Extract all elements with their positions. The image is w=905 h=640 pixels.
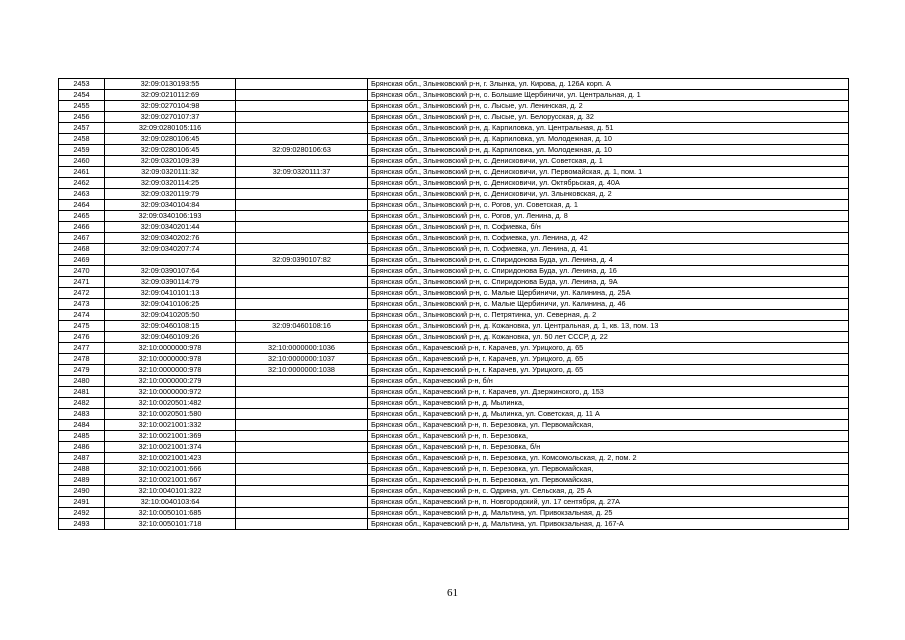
address-cell: Брянская обл., Злынковский р-н, с. Лысые, ул. Белорусская, д. 32 bbox=[368, 112, 849, 123]
address-cell: Брянская обл., Злынковский р-н, д. Карпиловка, ул. Молодежная, д. 10 bbox=[368, 134, 849, 145]
table-row bbox=[59, 134, 849, 145]
address-cell: Брянская обл., Карачевский р-н, с. Одрина, ул. Сельская, д. 25 А bbox=[368, 486, 849, 497]
cadastral-number-cell: 32:09:0320114:25 bbox=[105, 178, 236, 189]
second-cadastral-number-cell bbox=[236, 497, 368, 508]
row-number-cell: 2462 bbox=[59, 178, 105, 189]
cadastral-number-cell: 32:09:0340207:74 bbox=[105, 244, 236, 255]
second-cadastral-number-cell bbox=[236, 266, 368, 277]
table-row bbox=[59, 475, 849, 486]
row-number-cell: 2473 bbox=[59, 299, 105, 310]
row-number-cell: 2458 bbox=[59, 134, 105, 145]
cadastral-number-cell: 32:10:0000000:978 bbox=[105, 354, 236, 365]
second-cadastral-number-cell bbox=[236, 464, 368, 475]
cadastral-number-cell: 32:10:0021001:666 bbox=[105, 464, 236, 475]
row-number-cell: 2467 bbox=[59, 233, 105, 244]
second-cadastral-number-cell bbox=[236, 453, 368, 464]
cadastral-number-cell: 32:10:0020501:482 bbox=[105, 398, 236, 409]
address-cell: Брянская обл., Карачевский р-н, п. Березовка, б/н bbox=[368, 442, 849, 453]
cadastral-number-cell: 32:09:0320111:32 bbox=[105, 167, 236, 178]
second-cadastral-number-cell bbox=[236, 277, 368, 288]
table-row bbox=[59, 79, 849, 90]
row-number-cell: 2460 bbox=[59, 156, 105, 167]
table-row bbox=[59, 332, 849, 343]
address-cell: Брянская обл., Карачевский р-н, г. Карачев, ул. Урицкого, д. 65 bbox=[368, 365, 849, 376]
second-cadastral-number-cell bbox=[236, 288, 368, 299]
cadastral-number-cell: 32:10:0021001:374 bbox=[105, 442, 236, 453]
row-number-cell: 2454 bbox=[59, 90, 105, 101]
row-number-cell: 2482 bbox=[59, 398, 105, 409]
table-row bbox=[59, 189, 849, 200]
second-cadastral-number-cell bbox=[236, 211, 368, 222]
second-cadastral-number-cell bbox=[236, 90, 368, 101]
second-cadastral-number-cell: 32:10:0000000:1036 bbox=[236, 343, 368, 354]
cadastral-number-cell: 32:09:0270104:98 bbox=[105, 101, 236, 112]
row-number-cell: 2464 bbox=[59, 200, 105, 211]
table-row bbox=[59, 497, 849, 508]
second-cadastral-number-cell bbox=[236, 156, 368, 167]
address-cell: Брянская обл., Злынковский р-н, г. Злынка, ул. Кирова, д. 126А корп. А bbox=[368, 79, 849, 90]
address-cell: Брянская обл., Злынковский р-н, с. Малые Щербиничи, ул. Калинина, д. 25А bbox=[368, 288, 849, 299]
row-number-cell: 2455 bbox=[59, 101, 105, 112]
table-row bbox=[59, 321, 849, 332]
row-number-cell: 2471 bbox=[59, 277, 105, 288]
address-cell: Брянская обл., Карачевский р-н, п. Березовка, ул. Комсомольская, д. 2, пом. 2 bbox=[368, 453, 849, 464]
second-cadastral-number-cell bbox=[236, 508, 368, 519]
second-cadastral-number-cell: 32:09:0280106:63 bbox=[236, 145, 368, 156]
row-number-cell: 2484 bbox=[59, 420, 105, 431]
row-number-cell: 2485 bbox=[59, 431, 105, 442]
second-cadastral-number-cell bbox=[236, 475, 368, 486]
second-cadastral-number-cell bbox=[236, 398, 368, 409]
cadastral-number-cell: 32:09:0460109:26 bbox=[105, 332, 236, 343]
address-cell: Брянская обл., Злынковский р-н, с. Рогов, ул. Советская, д. 1 bbox=[368, 200, 849, 211]
address-cell: Брянская обл., Карачевский р-н, б/н bbox=[368, 376, 849, 387]
address-cell: Брянская обл., Карачевский р-н, г. Карачев, ул. Урицкого, д. 65 bbox=[368, 354, 849, 365]
table-row bbox=[59, 431, 849, 442]
second-cadastral-number-cell bbox=[236, 123, 368, 134]
table-row bbox=[59, 145, 849, 156]
row-number-cell: 2487 bbox=[59, 453, 105, 464]
table-row bbox=[59, 299, 849, 310]
row-number-cell: 2483 bbox=[59, 409, 105, 420]
table-row bbox=[59, 123, 849, 134]
second-cadastral-number-cell bbox=[236, 310, 368, 321]
table-row bbox=[59, 310, 849, 321]
address-cell: Брянская обл., Злынковский р-н, с. Денисковичи, ул. Октябрьская, д. 40А bbox=[368, 178, 849, 189]
table-row bbox=[59, 211, 849, 222]
cadastral-number-cell: 32:09:0320119:79 bbox=[105, 189, 236, 200]
cadastral-number-cell: 32:09:0210112:69 bbox=[105, 90, 236, 101]
cadastral-number-cell: 32:09:0340106:193 bbox=[105, 211, 236, 222]
address-cell: Брянская обл., Карачевский р-н, г. Карачев, ул. Урицкого, д. 65 bbox=[368, 343, 849, 354]
second-cadastral-number-cell: 32:09:0320111:37 bbox=[236, 167, 368, 178]
second-cadastral-number-cell bbox=[236, 222, 368, 233]
row-number-cell: 2480 bbox=[59, 376, 105, 387]
second-cadastral-number-cell bbox=[236, 420, 368, 431]
table-row bbox=[59, 409, 849, 420]
address-cell: Брянская обл., Злынковский р-н, д. Карпиловка, ул. Молодежная, д. 10 bbox=[368, 145, 849, 156]
address-cell: Брянская обл., Карачевский р-н, п. Березовка, ул. Первомайская, bbox=[368, 464, 849, 475]
cadastral-number-cell: 32:10:0050101:718 bbox=[105, 519, 236, 530]
row-number-cell: 2456 bbox=[59, 112, 105, 123]
row-number-cell: 2478 bbox=[59, 354, 105, 365]
address-cell: Брянская обл., Карачевский р-н, п. Березовка, ул. Первомайская, bbox=[368, 475, 849, 486]
address-cell: Брянская обл., Злынковский р-н, с. Денисковичи, ул. Первомайская, д. 1, пом. 1 bbox=[368, 167, 849, 178]
cadastral-number-cell: 32:10:0020501:580 bbox=[105, 409, 236, 420]
row-number-cell: 2488 bbox=[59, 464, 105, 475]
cadastral-number-cell: 32:09:0340202:76 bbox=[105, 233, 236, 244]
address-cell: Брянская обл., Злынковский р-н, п. Софиевка, ул. Ленина, д. 42 bbox=[368, 233, 849, 244]
registry-table-body bbox=[59, 79, 849, 530]
second-cadastral-number-cell bbox=[236, 101, 368, 112]
address-cell: Брянская обл., Злынковский р-н, д. Карпиловка, ул. Центральная, д. 51 bbox=[368, 123, 849, 134]
row-number-cell: 2490 bbox=[59, 486, 105, 497]
cadastral-number-cell: 32:10:0021001:332 bbox=[105, 420, 236, 431]
row-number-cell: 2463 bbox=[59, 189, 105, 200]
second-cadastral-number-cell bbox=[236, 431, 368, 442]
registry-table bbox=[58, 78, 849, 530]
second-cadastral-number-cell bbox=[236, 299, 368, 310]
address-cell: Брянская обл., Злынковский р-н, с. Спиридонова Буда, ул. Ленина, д. 9А bbox=[368, 277, 849, 288]
second-cadastral-number-cell bbox=[236, 409, 368, 420]
cadastral-number-cell: 32:10:0021001:369 bbox=[105, 431, 236, 442]
table-row bbox=[59, 486, 849, 497]
second-cadastral-number-cell bbox=[236, 244, 368, 255]
table-row bbox=[59, 178, 849, 189]
table-row bbox=[59, 354, 849, 365]
cadastral-number-cell: 32:10:0000000:279 bbox=[105, 376, 236, 387]
row-number-cell: 2469 bbox=[59, 255, 105, 266]
second-cadastral-number-cell bbox=[236, 178, 368, 189]
table-row bbox=[59, 442, 849, 453]
address-cell: Брянская обл., Злынковский р-н, с. Малые Щербиничи, ул. Калинина, д. 46 bbox=[368, 299, 849, 310]
table-row bbox=[59, 200, 849, 211]
address-cell: Брянская обл., Злынковский р-н, с. Денисковичи, ул. Злынковская, д. 2 bbox=[368, 189, 849, 200]
second-cadastral-number-cell bbox=[236, 189, 368, 200]
address-cell: Брянская обл., Карачевский р-н, д. Мальтина, ул. Привокзальная, д. 167-А bbox=[368, 519, 849, 530]
table-row bbox=[59, 464, 849, 475]
cadastral-number-cell: 32:10:0000000:978 bbox=[105, 365, 236, 376]
second-cadastral-number-cell bbox=[236, 79, 368, 90]
second-cadastral-number-cell bbox=[236, 519, 368, 530]
row-number-cell: 2466 bbox=[59, 222, 105, 233]
cadastral-number-cell: 32:10:0050101:685 bbox=[105, 508, 236, 519]
table-row bbox=[59, 365, 849, 376]
table-row bbox=[59, 244, 849, 255]
table-row bbox=[59, 343, 849, 354]
second-cadastral-number-cell: 32:09:0460108:16 bbox=[236, 321, 368, 332]
address-cell: Брянская обл., Карачевский р-н, п. Березовка, bbox=[368, 431, 849, 442]
row-number-cell: 2491 bbox=[59, 497, 105, 508]
address-cell: Брянская обл., Злынковский р-н, с. Денисковичи, ул. Советская, д. 1 bbox=[368, 156, 849, 167]
second-cadastral-number-cell bbox=[236, 486, 368, 497]
address-cell: Брянская обл., Злынковский р-н, с. Рогов, ул. Ленина, д. 8 bbox=[368, 211, 849, 222]
cadastral-number-cell: 32:10:0021001:667 bbox=[105, 475, 236, 486]
row-number-cell: 2475 bbox=[59, 321, 105, 332]
address-cell: Брянская обл., Карачевский р-н, д. Мылинка, ул. Советская, д. 11 А bbox=[368, 409, 849, 420]
cadastral-number-cell: 32:10:0040101:322 bbox=[105, 486, 236, 497]
second-cadastral-number-cell bbox=[236, 332, 368, 343]
second-cadastral-number-cell bbox=[236, 376, 368, 387]
table-row bbox=[59, 376, 849, 387]
cadastral-number-cell: 32:10:0000000:978 bbox=[105, 343, 236, 354]
address-cell: Брянская обл., Карачевский р-н, п. Березовка, ул. Первомайская, bbox=[368, 420, 849, 431]
row-number-cell: 2453 bbox=[59, 79, 105, 90]
row-number-cell: 2470 bbox=[59, 266, 105, 277]
table-row bbox=[59, 508, 849, 519]
table-row bbox=[59, 519, 849, 530]
address-cell: Брянская обл., Злынковский р-н, д. Кожановка, ул. 50 лет СССР, д. 22 bbox=[368, 332, 849, 343]
cadastral-number-cell: 32:10:0040103:64 bbox=[105, 497, 236, 508]
address-cell: Брянская обл., Злынковский р-н, с. Спиридонова Буда, ул. Ленина, д. 4 bbox=[368, 255, 849, 266]
table-row bbox=[59, 255, 849, 266]
address-cell: Брянская обл., Злынковский р-н, д. Кожановка, ул. Центральная, д. 1, кв. 13, пом. 13 bbox=[368, 321, 849, 332]
row-number-cell: 2468 bbox=[59, 244, 105, 255]
row-number-cell: 2481 bbox=[59, 387, 105, 398]
row-number-cell: 2477 bbox=[59, 343, 105, 354]
cadastral-number-cell: 32:10:0021001:423 bbox=[105, 453, 236, 464]
cadastral-number-cell: 32:09:0270107:37 bbox=[105, 112, 236, 123]
second-cadastral-number-cell: 32:10:0000000:1038 bbox=[236, 365, 368, 376]
second-cadastral-number-cell bbox=[236, 442, 368, 453]
second-cadastral-number-cell bbox=[236, 134, 368, 145]
cadastral-number-cell: 32:09:0280105:116 bbox=[105, 123, 236, 134]
table-row bbox=[59, 266, 849, 277]
cadastral-number-cell: 32:09:0460108:15 bbox=[105, 321, 236, 332]
address-cell: Брянская обл., Злынковский р-н, с. Петрятинка, ул. Северная, д. 2 bbox=[368, 310, 849, 321]
address-cell: Брянская обл., Карачевский р-н, д. Мальтина, ул. Привокзальная, д. 25 bbox=[368, 508, 849, 519]
cadastral-number-cell: 32:09:0280106:45 bbox=[105, 145, 236, 156]
address-cell: Брянская обл., Злынковский р-н, с. Большие Щербиничи, ул. Центральная, д. 1 bbox=[368, 90, 849, 101]
row-number-cell: 2486 bbox=[59, 442, 105, 453]
address-cell: Брянская обл., Карачевский р-н, п. Новгородский, ул. 17 сентября, д. 27А bbox=[368, 497, 849, 508]
table-row bbox=[59, 222, 849, 233]
second-cadastral-number-cell bbox=[236, 233, 368, 244]
row-number-cell: 2479 bbox=[59, 365, 105, 376]
cadastral-number-cell: 32:09:0410101:13 bbox=[105, 288, 236, 299]
address-cell: Брянская обл., Злынковский р-н, с. Спиридонова Буда, ул. Ленина, д. 16 bbox=[368, 266, 849, 277]
row-number-cell: 2492 bbox=[59, 508, 105, 519]
row-number-cell: 2476 bbox=[59, 332, 105, 343]
row-number-cell: 2457 bbox=[59, 123, 105, 134]
cadastral-number-cell: 32:09:0410205:50 bbox=[105, 310, 236, 321]
address-cell: Брянская обл., Карачевский р-н, д. Мылинка, bbox=[368, 398, 849, 409]
row-number-cell: 2493 bbox=[59, 519, 105, 530]
cadastral-number-cell: 32:09:0390114:79 bbox=[105, 277, 236, 288]
row-number-cell: 2461 bbox=[59, 167, 105, 178]
table-row bbox=[59, 156, 849, 167]
row-number-cell: 2472 bbox=[59, 288, 105, 299]
table-row bbox=[59, 288, 849, 299]
address-cell: Брянская обл., Злынковский р-н, с. Лысые, ул. Ленинская, д. 2 bbox=[368, 101, 849, 112]
cadastral-number-cell: 32:09:0320109:39 bbox=[105, 156, 236, 167]
table-row bbox=[59, 112, 849, 123]
row-number-cell: 2459 bbox=[59, 145, 105, 156]
row-number-cell: 2489 bbox=[59, 475, 105, 486]
page-number: 61 bbox=[447, 587, 458, 599]
cadastral-number-cell: 32:09:0340104:84 bbox=[105, 200, 236, 211]
table-row bbox=[59, 233, 849, 244]
table-row bbox=[59, 398, 849, 409]
cadastral-number-cell: 32:09:0390107:64 bbox=[105, 266, 236, 277]
second-cadastral-number-cell bbox=[236, 387, 368, 398]
cadastral-number-cell: 32:09:0280106:45 bbox=[105, 134, 236, 145]
table-row bbox=[59, 167, 849, 178]
second-cadastral-number-cell bbox=[236, 112, 368, 123]
table-row bbox=[59, 453, 849, 464]
address-cell: Брянская обл., Карачевский р-н, г. Карачев, ул. Дзержинского, д. 153 bbox=[368, 387, 849, 398]
address-cell: Брянская обл., Злынковский р-н, п. Софиевка, ул. Ленина, д. 41 bbox=[368, 244, 849, 255]
second-cadastral-number-cell bbox=[236, 200, 368, 211]
address-cell: Брянская обл., Злынковский р-н, п. Софиевка, б/н bbox=[368, 222, 849, 233]
cadastral-number-cell: 32:09:0410106:25 bbox=[105, 299, 236, 310]
table-row bbox=[59, 277, 849, 288]
second-cadastral-number-cell: 32:09:0390107:82 bbox=[236, 255, 368, 266]
cadastral-number-cell: 32:09:0130193:55 bbox=[105, 79, 236, 90]
cadastral-number-cell: 32:10:0000000:972 bbox=[105, 387, 236, 398]
table-row bbox=[59, 420, 849, 431]
cadastral-number-cell bbox=[105, 255, 236, 266]
second-cadastral-number-cell: 32:10:0000000:1037 bbox=[236, 354, 368, 365]
cadastral-number-cell: 32:09:0340201:44 bbox=[105, 222, 236, 233]
table-row bbox=[59, 387, 849, 398]
row-number-cell: 2465 bbox=[59, 211, 105, 222]
row-number-cell: 2474 bbox=[59, 310, 105, 321]
table-row bbox=[59, 90, 849, 101]
table-row bbox=[59, 101, 849, 112]
